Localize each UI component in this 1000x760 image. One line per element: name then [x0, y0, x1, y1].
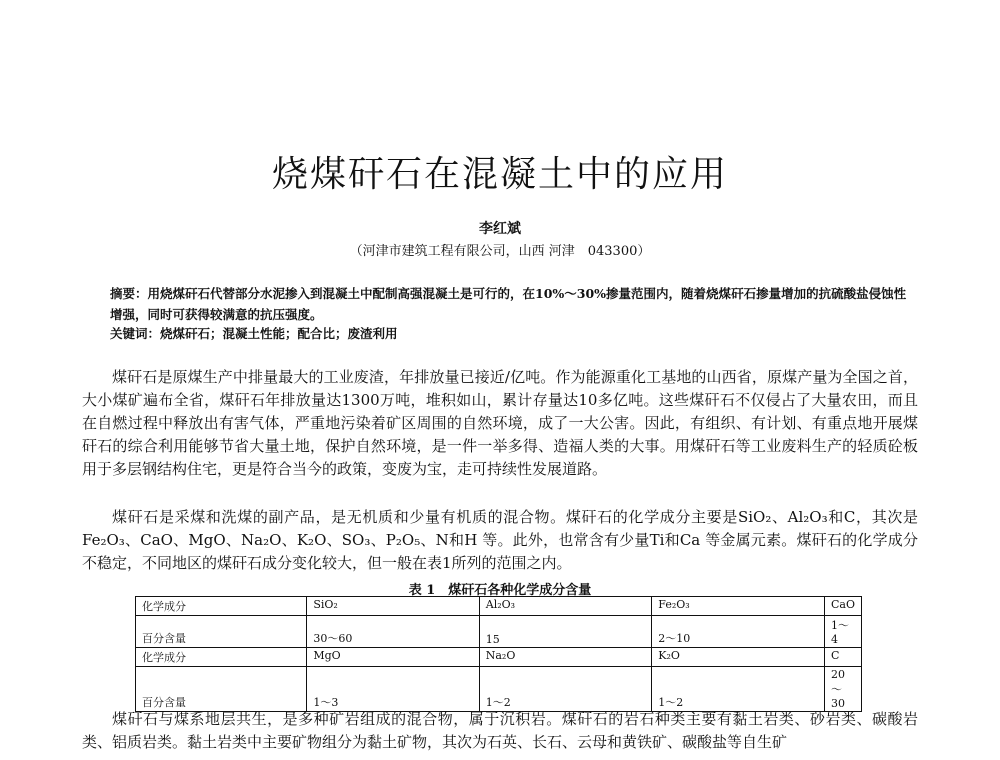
- table-caption: 表 1 煤矸石各种化学成分含量: [408, 583, 592, 598]
- table-cell: 1～3: [307, 667, 479, 712]
- table-cell: 2～10: [652, 616, 825, 648]
- keywords: [110, 324, 910, 342]
- table-cell: 30～60: [307, 616, 479, 648]
- table-cell: 化学成分: [136, 597, 307, 616]
- body-paragraph-1: 煤矸石是原煤生产中排量最大的工业废渣，年排放量已接近/亿吨。作为能源重化工基地的山西省，原煤产量为全国之首，大小煤矿遍布全省，煤矸石年排放量达1300万吨，堆积如山，累计存量达10多亿吨。这些煤矸石不仅侵占了大量农田，而且在自燃过程中释放出有害气体，严重地污染着矿区周围的自然环境，成了一大公害。因此，有组织、有计划、有重点地开展煤矸石的综合利用能够节省大量土地，保护自然环境，是一件一举多得、造福人类的大事。用煤矸石等工业废料生产的轻质砼板用于多层钢结构住宅，更是符合当今的政策，变废为宝，走可持续性发展道路。: [82, 368, 918, 478]
- table-cell: 化学成分: [136, 648, 307, 667]
- author-name: 李红斌: [479, 221, 521, 237]
- table-cell: Al₂O₃: [479, 597, 652, 616]
- table-cell: CaO: [824, 597, 861, 616]
- table-row: [136, 597, 862, 616]
- table-cell: SiO₂: [307, 597, 479, 616]
- abstract: [110, 283, 910, 325]
- body-paragraph-3: 煤矸石与煤系地层共生，是多种矿岩组成的混合物，属于沉积岩。煤矸石的岩石种类主要有黏土岩类、砂岩类、碳酸岩类、铝质岩类。黏土岩类中主要矿物组分为黏土矿物，其次为石英、长石、云母和黄铁矿、碳酸盐等自生矿: [82, 710, 918, 751]
- chemical-composition-table: [135, 596, 862, 712]
- table-row: [136, 616, 862, 648]
- table-cell: 百分含量: [136, 616, 307, 648]
- keywords-text: 烧煤矸石；混凝土性能；配合比；废渣利用: [160, 326, 398, 341]
- table-cell: 1～2: [479, 667, 652, 712]
- paper-title: 烧煤矸石在混凝土中的应用: [271, 154, 728, 196]
- table-cell: 15: [479, 616, 652, 648]
- table-cell: Fe₂O₃: [652, 597, 825, 616]
- table-row: [136, 667, 862, 712]
- author-affiliation: （河津市建筑工程有限公司，山西 河津 043300）: [349, 244, 651, 259]
- table-cell: Na₂O: [479, 648, 652, 667]
- table-cell: 20～30: [824, 667, 861, 712]
- table-cell: 百分含量: [136, 667, 307, 712]
- table-cell: C: [824, 648, 861, 667]
- abstract-text: 用烧煤矸石代替部分水泥掺入到混凝土中配制高强混凝土是可行的，在10%～30%掺量范围内，随着烧煤矸石掺量增加的抗硫酸盐侵蚀性增强，同时可获得较满意的抗压强度。: [110, 286, 907, 322]
- table-row: [136, 648, 862, 667]
- table-cell: MgO: [307, 648, 479, 667]
- body-paragraph-2: 煤矸石是采煤和洗煤的副产品，是无机质和少量有机质的混合物。煤矸石的化学成分主要是SiO₂、Al₂O₃和C，其次是Fe₂O₃、CaO、MgO、Na₂O、K₂O、SO₃、P₂O₅、N和H 等。此外，也常含有少量Ti和Ca 等金属元素。煤矸石的化学成分不稳定，不同地区的煤矸石成分变化较大，但一般在表1所列的范围之内。: [82, 508, 918, 572]
- abstract-label: 摘要：: [110, 286, 148, 301]
- table-cell: K₂O: [652, 648, 825, 667]
- table-cell: 1～2: [652, 667, 825, 712]
- table-cell: 1～4: [824, 616, 861, 648]
- keywords-label: 关键词：: [110, 326, 161, 341]
